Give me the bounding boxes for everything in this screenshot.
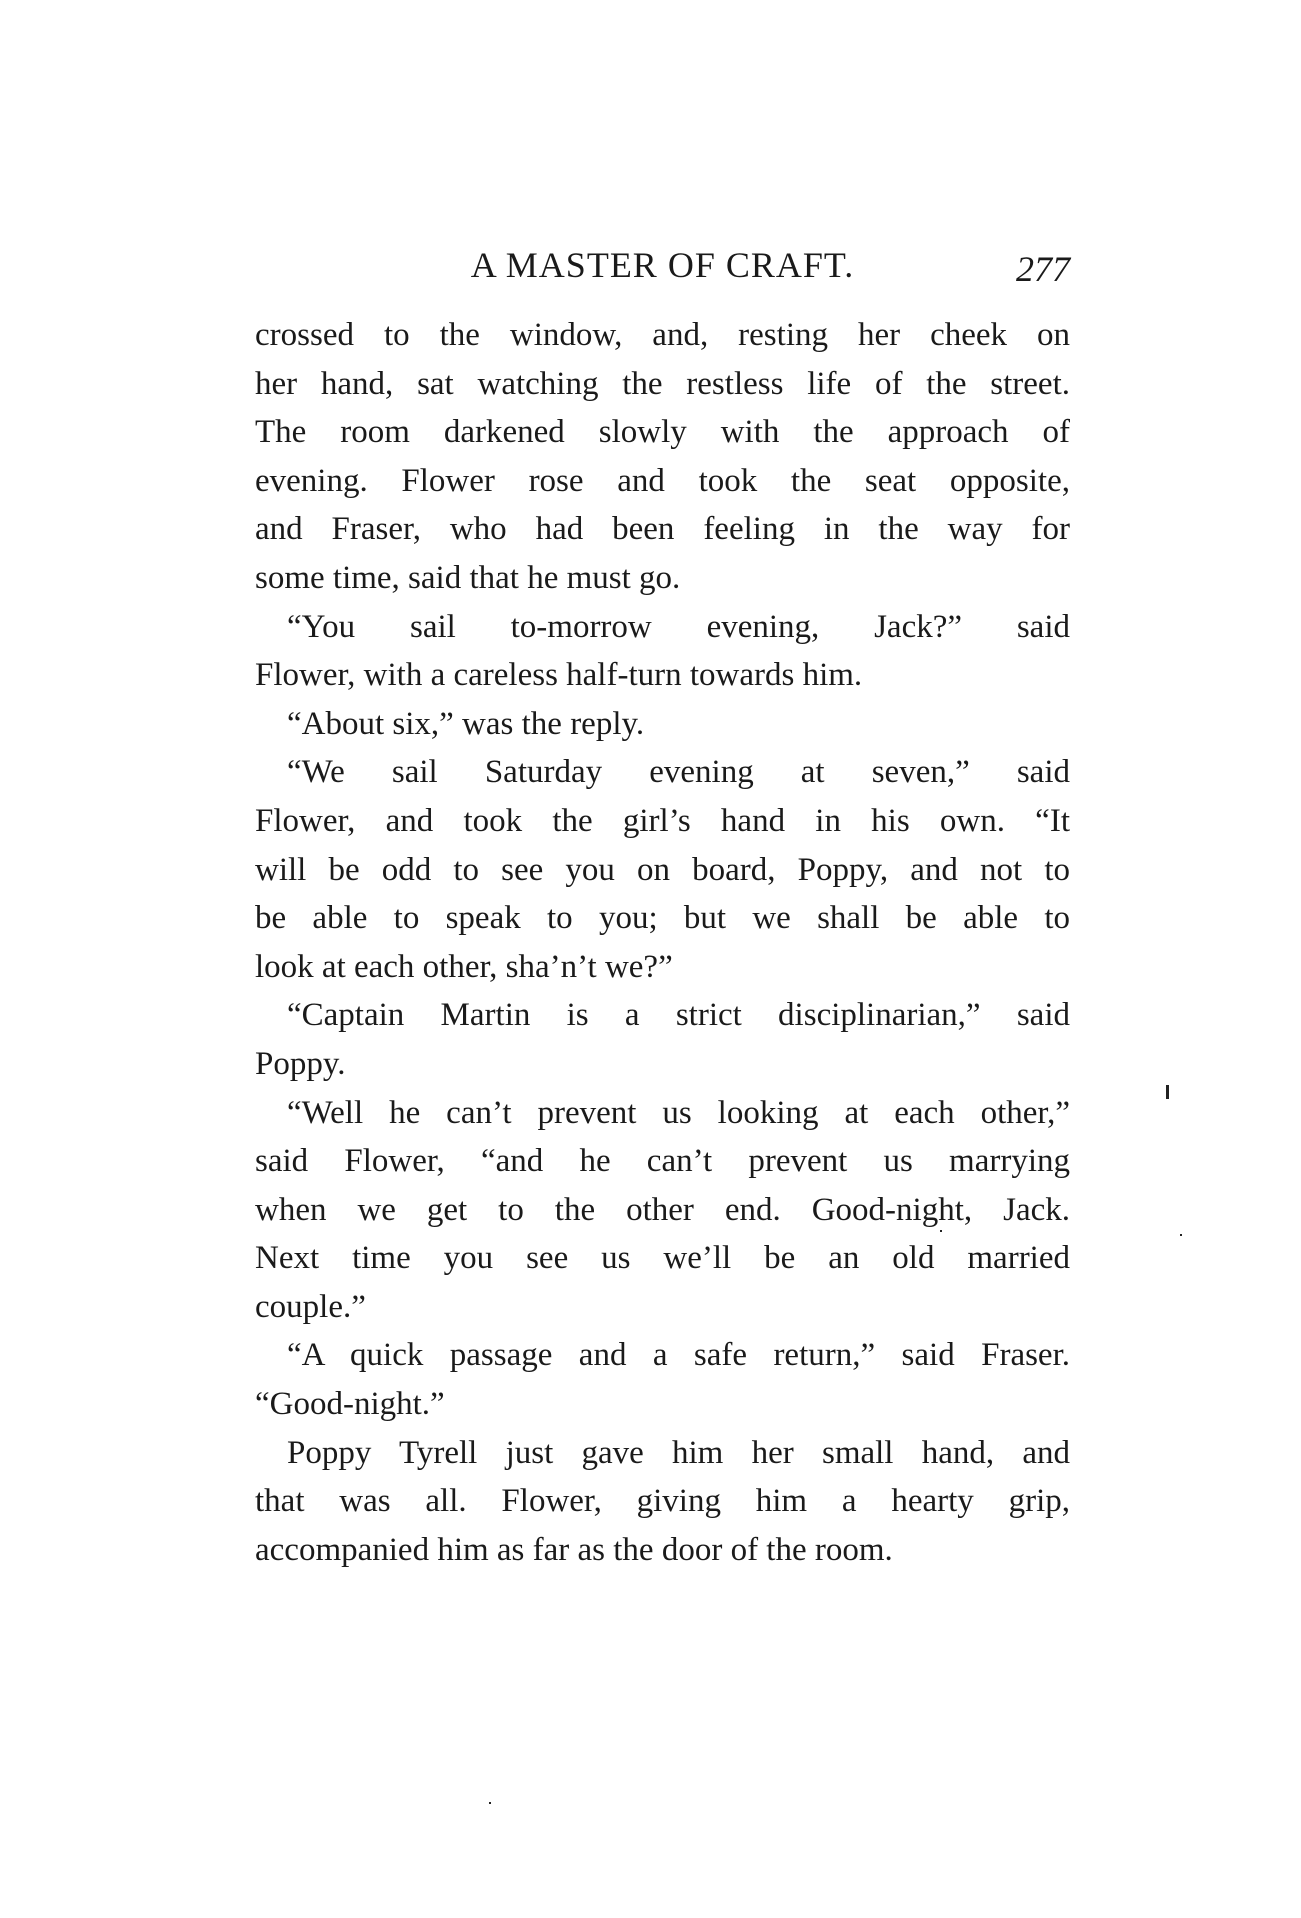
text-line: that was all. Flower, giving him a hearty grip, (255, 1483, 1070, 1520)
scan-speck (489, 1802, 491, 1804)
text-line: Poppy Tyrell just gave him her small hand, and (287, 1434, 1070, 1471)
text-line: accompanied him as far as the door of the room. (255, 1531, 893, 1568)
text-line: some time, said that he must go. (255, 559, 681, 596)
text-line: “About six,” was the reply. (287, 705, 645, 742)
text-line: be able to speak to you; but we shall be able to (255, 900, 1070, 937)
text-line: said Flower, “and he can’t prevent us marrying (255, 1143, 1070, 1180)
text-line: Flower, with a careless half-turn towards him. (255, 657, 863, 694)
page-number: 277 (1016, 249, 1070, 289)
text-line: her hand, sat watching the restless life of the street. (255, 365, 1070, 402)
text-line: Poppy. (255, 1045, 346, 1082)
text-line: when we get to the other end. Good-night, Jack. (255, 1191, 1070, 1228)
text-line: Flower, and took the girl’s hand in his own. “It (255, 802, 1070, 839)
text-line: “We sail Saturday evening at seven,” said (287, 754, 1070, 791)
scan-speck (1166, 1085, 1169, 1099)
text-line: “A quick passage and a safe return,” said Fraser. (287, 1337, 1070, 1374)
text-line: The room darkened slowly with the approach of (255, 414, 1070, 451)
body-text (255, 311, 1070, 1574)
text-line: “You sail to-morrow evening, Jack?” said (287, 608, 1070, 645)
scan-speck (1180, 1234, 1182, 1236)
text-line: look at each other, sha’n’t we?” (255, 948, 673, 985)
text-line: “Well he can’t prevent us looking at each other,” (287, 1094, 1070, 1131)
text-line: will be odd to see you on board, Poppy, and not to (255, 851, 1070, 888)
text-line: “Captain Martin is a strict disciplinarian,” said (287, 997, 1070, 1034)
text-line: Next time you see us we’ll be an old married (255, 1240, 1070, 1277)
running-head (255, 240, 1070, 290)
text-line: and Fraser, who had been feeling in the way for (255, 511, 1070, 548)
running-title: A MASTER OF CRAFT. (470, 245, 855, 285)
text-line: “Good-night.” (255, 1386, 445, 1423)
text-line: crossed to the window, and, resting her cheek on (255, 317, 1070, 353)
text-line: evening. Flower rose and took the seat opposite, (255, 462, 1070, 499)
text-line: couple.” (255, 1288, 366, 1325)
scan-speck (940, 1230, 942, 1232)
